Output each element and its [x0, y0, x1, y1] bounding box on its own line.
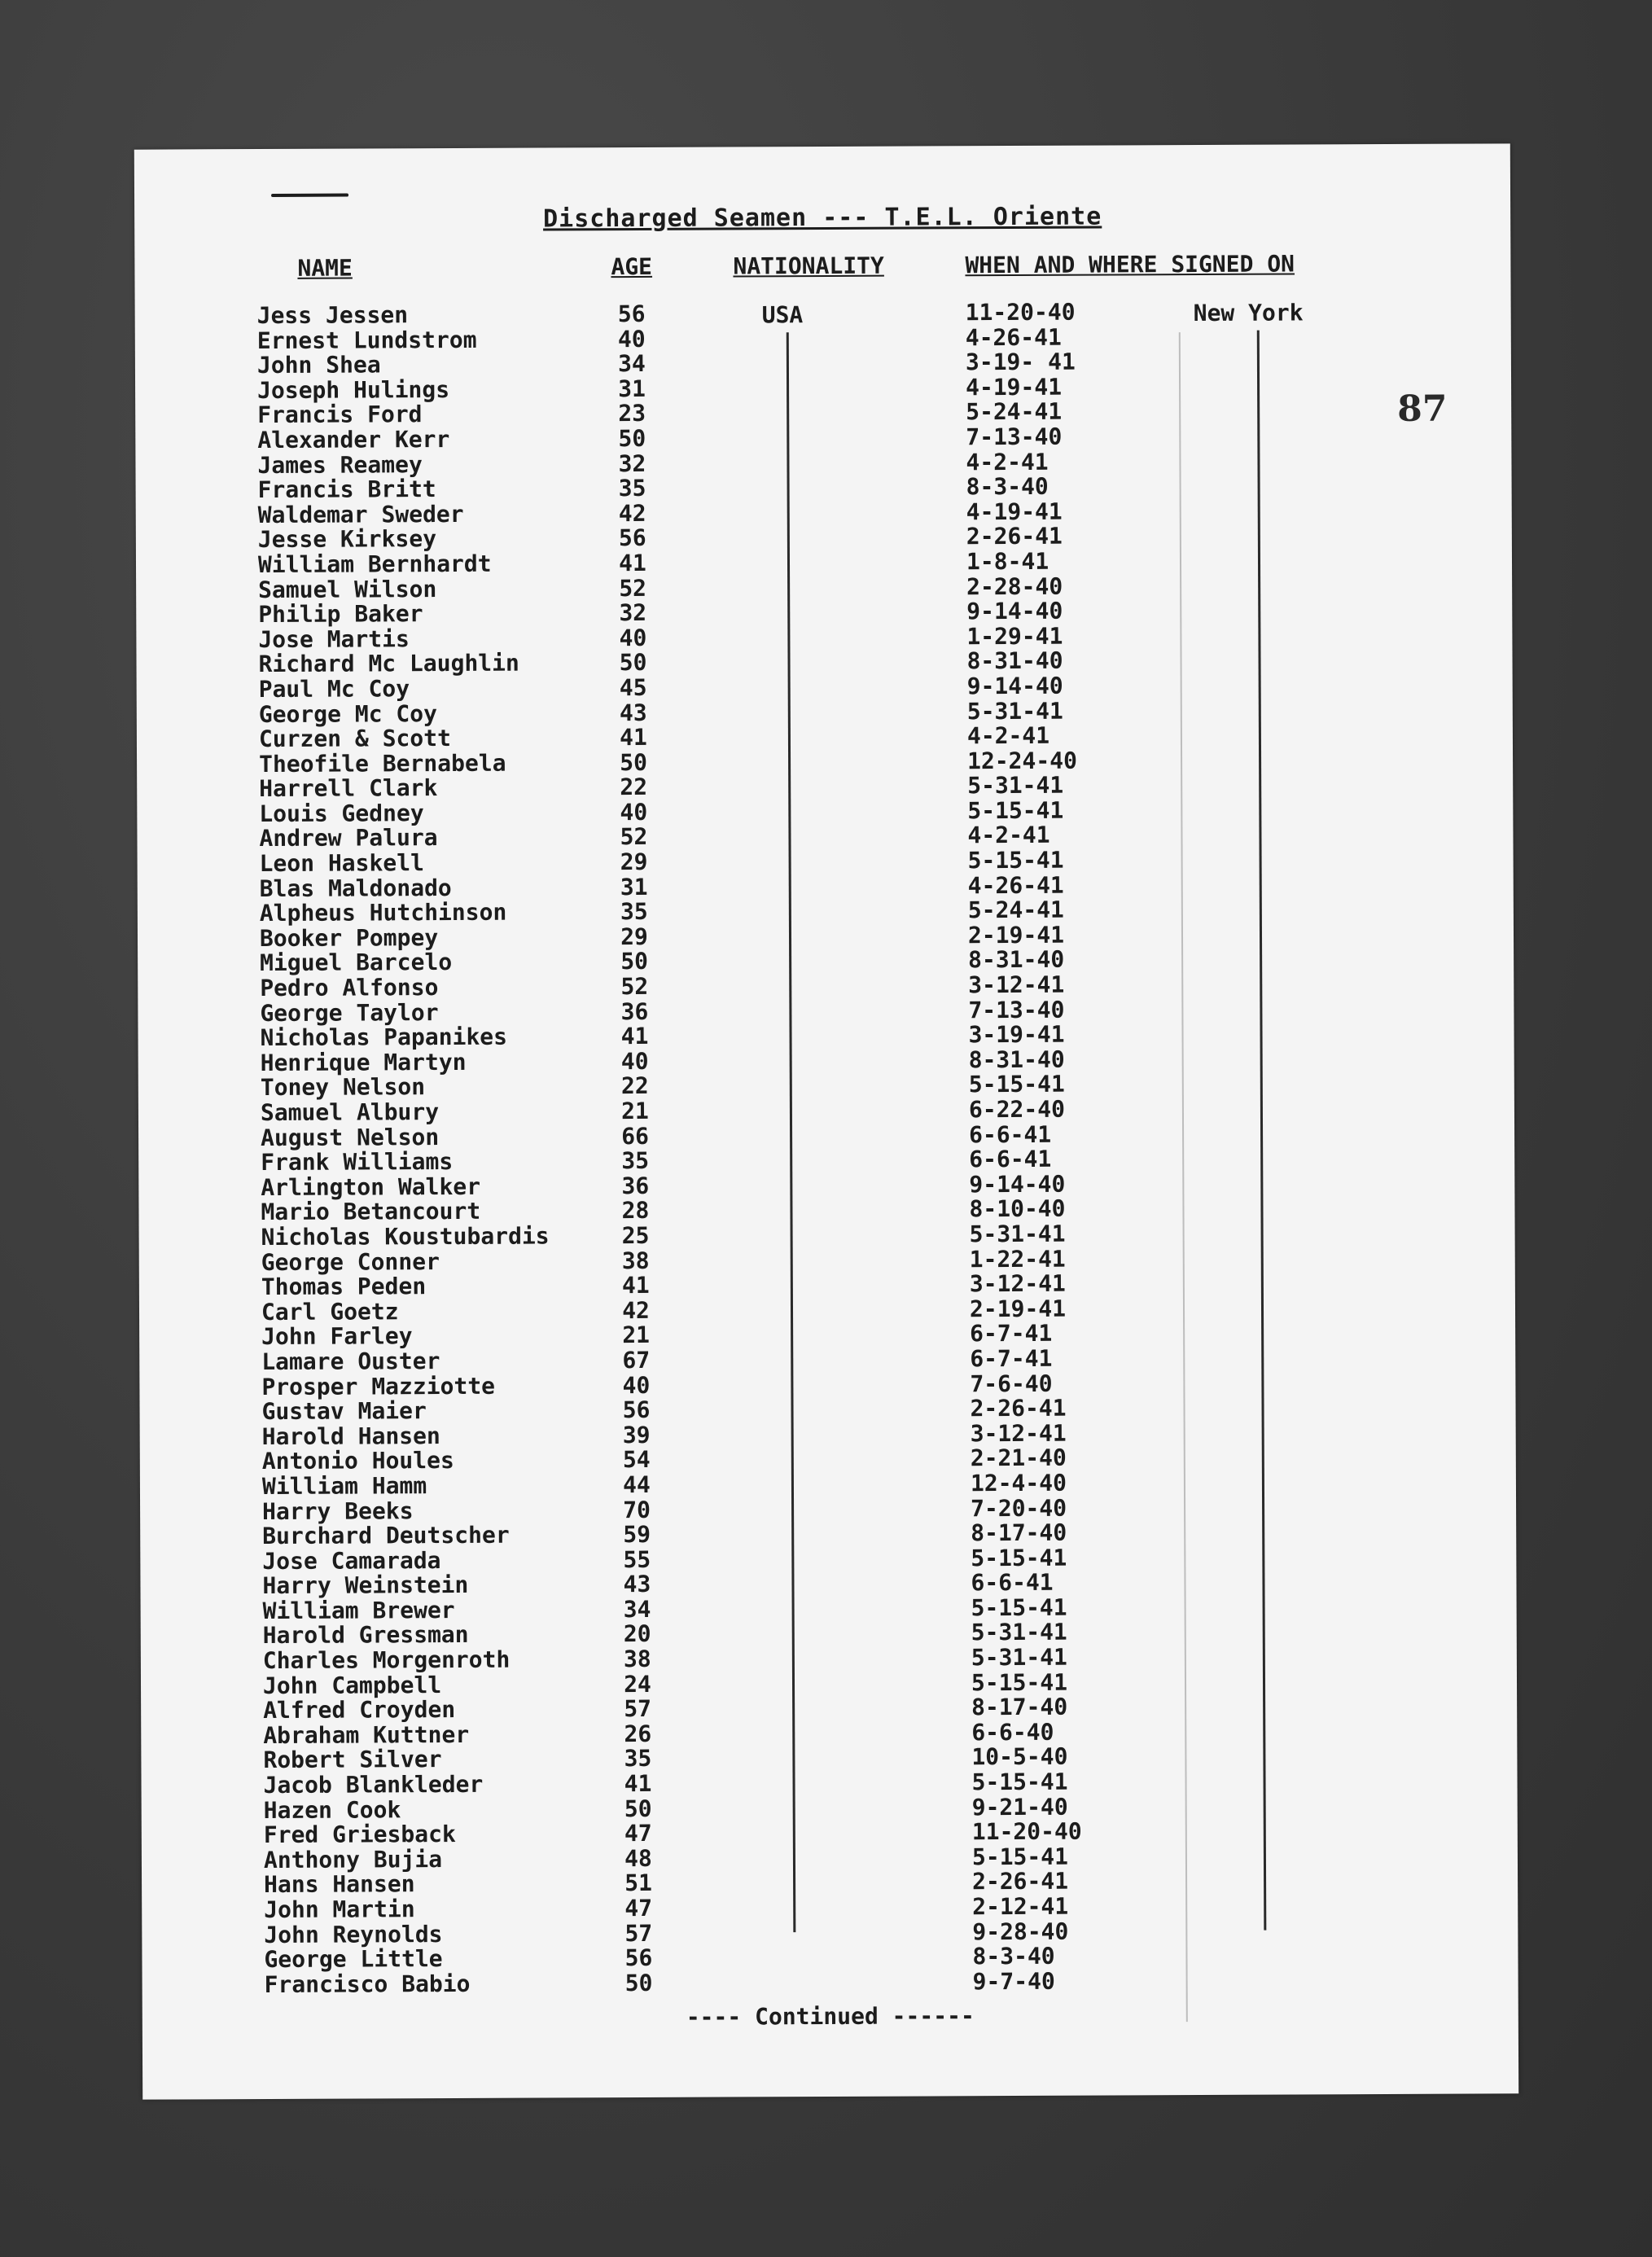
seaman-name: Jose Martis [258, 625, 410, 653]
seaman-age: 36 [620, 997, 649, 1025]
signed-on-date: 2-26-41 [966, 523, 1063, 550]
seaman-age: 39 [622, 1421, 651, 1448]
signed-on-date: 2-21-40 [970, 1444, 1067, 1472]
seaman-name: Miguel Barcelo [260, 949, 453, 977]
seaman-name: August Nelson [261, 1123, 440, 1151]
seaman-name: Lamare Ouster [261, 1348, 440, 1375]
signed-on-date: 11-20-40 [971, 1817, 1082, 1846]
seaman-name: Abraham Kuttner [263, 1720, 470, 1749]
seaman-age: 24 [624, 1670, 651, 1698]
seaman-name: Hans Hansen [264, 1870, 415, 1899]
document-title [134, 200, 1510, 234]
seaman-age: 51 [624, 1869, 653, 1897]
signed-on-date: 12-24-40 [966, 747, 1077, 774]
pen-mark [271, 194, 348, 197]
seaman-name: Francis Ford [257, 401, 423, 429]
seaman-age: 50 [618, 424, 646, 453]
seaman-age: 41 [620, 724, 647, 752]
signed-on-date: 2-19-41 [967, 921, 1065, 949]
seaman-name: William Brewer [262, 1596, 455, 1624]
header-age: AGE [611, 252, 653, 281]
signed-on-date: 6-6-41 [968, 1120, 1052, 1148]
seaman-name: John Reynolds [264, 1920, 443, 1948]
seaman-name: Paul Mc Coy [258, 675, 410, 703]
seaman-age: 56 [624, 1944, 653, 1972]
seaman-age: 47 [624, 1820, 652, 1847]
seaman-age: 32 [619, 599, 647, 627]
seaman-age: 21 [621, 1097, 649, 1125]
seaman-name: Richard Mc Laughlin [258, 649, 519, 678]
header-name: NAME [297, 254, 353, 282]
seaman-name: Joseph Hulings [257, 375, 450, 404]
signed-on-date: 5-15-41 [968, 1071, 1065, 1098]
seaman-name: Carl Goetz [261, 1298, 399, 1326]
signed-on-date: 6-7-41 [970, 1320, 1053, 1348]
seaman-name: Frank Williams [261, 1148, 454, 1177]
seaman-age: 66 [621, 1122, 650, 1150]
seaman-age: 43 [623, 1571, 651, 1598]
seaman-name: Henrique Martyn [260, 1048, 467, 1076]
signed-on-date: 5-31-41 [966, 697, 1063, 725]
seamen-list [135, 298, 1518, 1998]
seaman-age: 20 [623, 1620, 651, 1648]
seaman-name: Alexander Kerr [257, 425, 450, 454]
seaman-age: 70 [623, 1496, 651, 1523]
seaman-age: 50 [624, 1969, 653, 1996]
seaman-name: Theofile Bernabela [259, 749, 506, 778]
seaman-name: James Reamey [257, 450, 423, 479]
seaman-age: 25 [621, 1221, 650, 1250]
seaman-age: 40 [617, 325, 646, 353]
seaman-age: 31 [620, 873, 648, 901]
seaman-name: William Bernhardt [257, 550, 492, 578]
signed-on-date: 7-13-40 [966, 423, 1063, 451]
seaman-age: 41 [621, 1272, 650, 1299]
seaman-age: 36 [621, 1172, 650, 1199]
signed-on-date: 8-17-40 [971, 1519, 1067, 1547]
seaman-age: 40 [620, 1047, 649, 1075]
signed-on-date: 9-14-40 [966, 672, 1063, 700]
seaman-age: 52 [619, 574, 647, 602]
signed-on-date: 2-19-41 [969, 1295, 1067, 1322]
seaman-age: 48 [624, 1844, 652, 1872]
seaman-name: Samuel Wilson [258, 575, 437, 603]
seaman-name: Arlington Walker [261, 1172, 481, 1201]
signed-on-date: 8-17-40 [971, 1693, 1068, 1721]
signed-on-date: 5-15-41 [971, 1768, 1068, 1796]
seaman-name: Mario Betancourt [261, 1198, 481, 1226]
seaman-name: Samuel Albury [260, 1098, 440, 1127]
signed-on-date: 5-31-41 [967, 772, 1064, 800]
signed-on-date: 4-19-41 [966, 497, 1063, 525]
signed-on-date: 2-26-41 [972, 1868, 1069, 1895]
document-page [134, 143, 1518, 2099]
signed-on-date: 5-24-41 [966, 398, 1063, 426]
header-signed-on: WHEN AND WHERE SIGNED ON [965, 250, 1295, 279]
seaman-name: Thomas Peden [261, 1273, 427, 1301]
seaman-age: 41 [619, 549, 646, 577]
signed-on-date: 2-12-41 [972, 1892, 1069, 1921]
seaman-name: Jesse Kirksey [257, 525, 437, 554]
signed-on-date: 5-15-41 [971, 1544, 1067, 1571]
signed-on-date: 4-2-41 [966, 448, 1049, 476]
signed-on-date: 5-15-41 [971, 1668, 1068, 1696]
signed-on-date: 1-8-41 [966, 547, 1049, 576]
seaman-age: 57 [624, 1919, 653, 1947]
seaman-age: 21 [622, 1321, 651, 1349]
seaman-age: 40 [620, 798, 648, 826]
seaman-age: 56 [618, 524, 646, 552]
seaman-name: Harry Weinstein [262, 1571, 469, 1600]
seaman-age: 35 [618, 475, 646, 502]
seaman-age: 28 [621, 1197, 650, 1225]
signed-on-date: 5-15-41 [971, 1593, 1067, 1622]
seaman-name: Francis Britt [257, 476, 436, 504]
seaman-name: Blas Maldonado [259, 874, 452, 902]
seaman-age: 22 [620, 1072, 649, 1100]
seaman-age: 34 [618, 350, 646, 378]
seaman-age: 47 [624, 1894, 653, 1922]
seaman-age: 35 [624, 1745, 652, 1773]
signed-on-date: 8-3-40 [972, 1942, 1055, 1970]
seaman-age: 56 [622, 1396, 651, 1424]
title-text: Discharged Seamen --- T.E.L. Oriente [542, 202, 1102, 234]
seaman-name: Curzen & Scott [258, 725, 452, 753]
page-stamp-number: 87 [1397, 388, 1448, 430]
seaman-age: 50 [620, 748, 648, 776]
seaman-name: Alfred Croyden [263, 1696, 456, 1725]
seaman-age: 52 [620, 972, 649, 1001]
seaman-name: Harrell Clark [259, 774, 438, 803]
signed-on-date: 10-5-40 [971, 1743, 1068, 1771]
signed-on-date: 5-31-41 [969, 1220, 1066, 1248]
seaman-name: John Farley [261, 1322, 413, 1351]
signed-on-date: 5-24-41 [967, 896, 1064, 924]
table-row [142, 1967, 1518, 1998]
signed-on-date: 12-4-40 [970, 1469, 1067, 1497]
seaman-age: 52 [620, 823, 648, 851]
seaman-age: 67 [622, 1346, 651, 1374]
column-headers [134, 249, 1510, 287]
signed-on-date: 6-7-41 [970, 1344, 1053, 1373]
seaman-age: 50 [624, 1795, 652, 1822]
signed-on-date: 5-15-41 [967, 796, 1064, 825]
signed-on-date: 7-6-40 [970, 1370, 1053, 1397]
seaman-name: Anthony Bujia [263, 1845, 443, 1874]
seaman-name: Robert Silver [263, 1746, 442, 1774]
signed-on-date: 6-22-40 [968, 1095, 1066, 1124]
seaman-age: 55 [623, 1545, 651, 1573]
seaman-age: 35 [621, 1147, 650, 1175]
seaman-age: 29 [620, 923, 648, 950]
signed-on-date: 3-12-41 [970, 1419, 1067, 1447]
seaman-name: Pedro Alfonso [260, 974, 439, 1002]
seaman-name: Burchard Deutscher [262, 1521, 510, 1550]
seaman-age: 34 [623, 1595, 651, 1623]
seaman-name: George Conner [261, 1247, 440, 1276]
seaman-name: Jacob Blankleder [263, 1770, 484, 1799]
seaman-age: 42 [622, 1296, 650, 1324]
seaman-name: Louis Gedney [259, 800, 424, 827]
signed-on-date: 5-31-41 [971, 1643, 1067, 1672]
seaman-name: George Mc Coy [258, 699, 438, 728]
seaman-name: Fred Griesback [263, 1821, 456, 1849]
continued-footer: ---- Continued ------ [686, 2002, 975, 2031]
signed-on-date: 1-22-41 [969, 1245, 1066, 1273]
seaman-age: 42 [618, 499, 646, 527]
seaman-name: Waldemar Sweder [257, 500, 464, 528]
seaman-age: 54 [622, 1446, 651, 1474]
seaman-age: 45 [619, 673, 647, 702]
signed-on-date: 3-19- 41 [965, 348, 1076, 376]
header-nationality: NATIONALITY [733, 252, 884, 280]
signed-on-date: 9-21-40 [971, 1793, 1068, 1821]
seaman-age: 44 [623, 1470, 651, 1499]
signed-on-date: 4-2-41 [967, 822, 1050, 849]
seaman-name: John Shea [256, 351, 381, 379]
seaman-age: 31 [618, 375, 646, 402]
signed-on-date: 6-6-40 [971, 1718, 1054, 1746]
place-value: New York [1193, 299, 1304, 327]
seaman-name: Harry Beeks [262, 1497, 414, 1525]
signed-on-date: 5-15-41 [967, 846, 1064, 874]
nationality-value: USA [761, 301, 804, 329]
signed-on-date: 9-14-40 [966, 597, 1063, 625]
seaman-name: Nicholas Papanikes [260, 1023, 508, 1052]
seaman-name: Charles Morgenroth [262, 1646, 510, 1675]
signed-on-date: 9-7-40 [972, 1967, 1055, 1996]
seaman-name: Ernest Lundstrom [256, 326, 477, 354]
seaman-age: 38 [621, 1247, 650, 1274]
seaman-name: Alpheus Hutchinson [259, 898, 507, 927]
seaman-age: 35 [620, 898, 648, 926]
seaman-age: 41 [620, 1023, 649, 1050]
seaman-age: 57 [624, 1695, 652, 1723]
seaman-age: 59 [623, 1521, 651, 1549]
seaman-name: Booker Pompey [259, 923, 439, 952]
seaman-name: Harold Gressman [262, 1621, 469, 1650]
signed-on-date: 4-26-41 [967, 871, 1064, 899]
seaman-name: Francisco Babio [264, 1970, 471, 1998]
seaman-age: 41 [624, 1769, 652, 1798]
seaman-name: Gustav Maier [261, 1397, 427, 1426]
seaman-age: 32 [618, 449, 646, 477]
signed-on-date: 8-31-40 [966, 647, 1063, 675]
seaman-age: 40 [619, 624, 647, 651]
seaman-age: 26 [624, 1720, 652, 1747]
seaman-name: Harold Hansen [261, 1422, 440, 1450]
signed-on-date: 4-2-41 [966, 721, 1050, 750]
signed-on-date: 8-31-40 [968, 1045, 1065, 1074]
signed-on-date: 4-26-41 [965, 323, 1062, 351]
signed-on-date: 1-29-41 [966, 622, 1063, 650]
seaman-name: George Taylor [260, 998, 439, 1027]
signed-on-date: 8-31-40 [968, 946, 1065, 974]
signed-on-date: 9-28-40 [972, 1917, 1069, 1945]
seaman-age: 29 [620, 848, 648, 876]
signed-on-date: 5-31-41 [971, 1619, 1067, 1646]
signed-on-date: 9-14-40 [969, 1170, 1066, 1199]
seaman-name: Toney Nelson [260, 1073, 426, 1102]
seaman-name: Andrew Palura [259, 824, 438, 852]
signed-on-date: 7-13-40 [968, 996, 1065, 1023]
seaman-name: John Campbell [262, 1671, 442, 1699]
seaman-name: Jess Jessen [256, 301, 409, 330]
seaman-name: William Hamm [261, 1472, 427, 1500]
seaman-age: 50 [620, 948, 649, 975]
signed-on-date: 3-12-41 [969, 1269, 1066, 1298]
seaman-age: 56 [617, 300, 646, 328]
signed-on-date: 2-28-40 [966, 572, 1063, 600]
seaman-name: Nicholas Koustubardis [261, 1222, 550, 1251]
seaman-name: George Little [264, 1945, 443, 1974]
seaman-name: Jose Camarada [262, 1546, 441, 1575]
signed-on-date: 11-20-40 [965, 298, 1076, 326]
seaman-name: Prosper Mazziotte [261, 1372, 496, 1400]
signed-on-date: 3-12-41 [968, 971, 1065, 999]
signed-on-date: 6-6-41 [969, 1145, 1052, 1173]
seaman-age: 23 [618, 400, 646, 427]
signed-on-date: 4-19-41 [965, 373, 1063, 401]
seaman-age: 50 [619, 649, 647, 677]
seaman-age: 40 [622, 1371, 651, 1399]
signed-on-date: 7-20-40 [971, 1494, 1067, 1522]
signed-on-date: 2-26-41 [970, 1394, 1067, 1422]
seaman-name: John Martin [264, 1895, 415, 1924]
signed-on-date: 3-19-41 [968, 1020, 1065, 1049]
seaman-name: Hazen Cook [263, 1795, 401, 1824]
signed-on-date: 6-6-41 [971, 1569, 1054, 1597]
seaman-age: 38 [623, 1646, 651, 1673]
seaman-age: 43 [619, 699, 647, 726]
seaman-name: Philip Baker [258, 600, 423, 629]
signed-on-date: 8-3-40 [966, 472, 1049, 501]
seaman-name: Antonio Houles [261, 1447, 454, 1475]
seaman-name: Leon Haskell [259, 849, 424, 878]
signed-on-date: 5-15-41 [971, 1843, 1069, 1871]
signed-on-date: 8-10-40 [969, 1195, 1066, 1223]
seaman-age: 22 [620, 774, 648, 801]
